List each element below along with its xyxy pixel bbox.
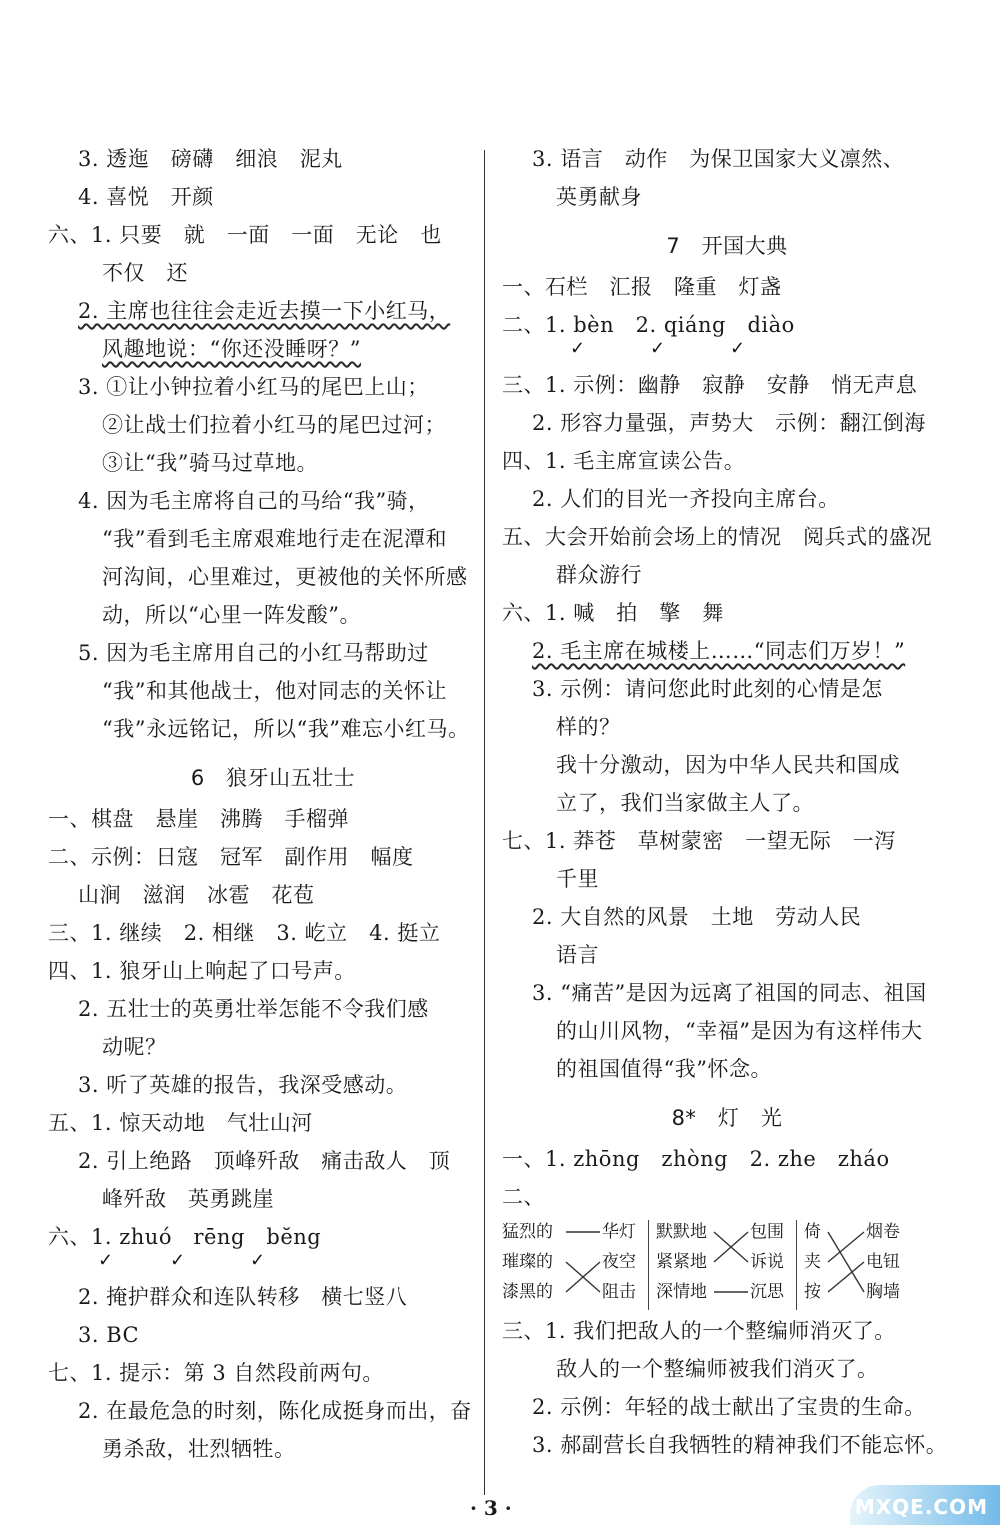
answer-line bbox=[502, 140, 952, 178]
right-column bbox=[502, 140, 952, 1464]
answer-line bbox=[48, 482, 498, 520]
answer-text: 4. 喜悦 开颜 bbox=[78, 185, 214, 209]
answer-line bbox=[48, 800, 498, 838]
answer-line bbox=[502, 178, 952, 216]
match-right-word: 阻击 bbox=[602, 1282, 636, 1302]
answer-line bbox=[502, 1312, 952, 1350]
answer-text: 二、 bbox=[502, 1185, 545, 1209]
answer-text: 七、1. 提示：第 3 自然段前两句。 bbox=[48, 1361, 384, 1385]
answer-line bbox=[48, 140, 498, 178]
match-left-word: 深情地 bbox=[656, 1282, 707, 1302]
answer-text: 三、1. 我们把敌人的一个整编师消灭了。 bbox=[502, 1319, 896, 1343]
answer-line bbox=[502, 936, 952, 974]
answer-line bbox=[502, 1140, 952, 1178]
answer-text: “我”永远铭记，所以“我”难忘小红马。 bbox=[102, 717, 470, 741]
answer-line bbox=[502, 1012, 952, 1050]
answer-line bbox=[502, 404, 952, 442]
answer-text: 五、大会开始前会场上的情况 阅兵式的盛况 bbox=[502, 525, 932, 549]
answer-line bbox=[48, 596, 498, 634]
answer-text: 千里 bbox=[556, 867, 599, 891]
answer-text: 2. 大自然的风景 土地 劳动人民 bbox=[532, 905, 862, 929]
pinyin-check-marks bbox=[502, 338, 952, 366]
answer-line bbox=[502, 556, 952, 594]
match-connector-line bbox=[828, 1262, 864, 1292]
match-right-word: 胸墙 bbox=[866, 1282, 900, 1302]
answer-line bbox=[502, 860, 952, 898]
section-title bbox=[48, 748, 498, 800]
answer-text: 不仅 还 bbox=[102, 261, 188, 285]
match-right-word: 华灯 bbox=[602, 1222, 636, 1242]
answer-text: 立了，我们当家做主人了。 bbox=[556, 791, 814, 815]
match-right-word: 烟卷 bbox=[866, 1222, 900, 1242]
answer-text: 一、石栏 汇报 隆重 灯盏 bbox=[502, 275, 782, 299]
check-mark-icon: ✓ bbox=[730, 338, 746, 359]
match-connector-line bbox=[828, 1232, 864, 1262]
answer-line bbox=[502, 1050, 952, 1088]
check-mark-icon: ✓ bbox=[650, 338, 666, 359]
answer-text: 动，所以“心里一阵发酸”。 bbox=[102, 603, 361, 627]
answer-line bbox=[48, 1104, 498, 1142]
answer-text: 2. 人们的目光一齐投向主席台。 bbox=[532, 487, 840, 511]
answer-text: 3. 语言 动作 为保卫国家大义凛然、 bbox=[532, 147, 905, 171]
answer-text: 河沟间，心里难过，更被他的关怀所感 bbox=[102, 565, 468, 589]
answer-text: 我十分激动，因为中华人民共和国成 bbox=[556, 753, 900, 777]
answer-line bbox=[48, 330, 498, 368]
answer-text: 山涧 滋润 冰雹 花苞 bbox=[78, 883, 315, 907]
answer-text: 六、1. 只要 就 一面 一面 无论 也 bbox=[48, 223, 442, 247]
check-mark-icon: ✓ bbox=[170, 1250, 186, 1271]
answer-text: 3. 透迤 磅礴 细浪 泥丸 bbox=[78, 147, 343, 171]
answer-text: 敌人的一个整编师被我们消灭了。 bbox=[556, 1357, 879, 1381]
answer-text: 2. 五壮士的英勇壮举怎能不令我们感 bbox=[78, 997, 429, 1021]
answer-line bbox=[502, 708, 952, 746]
answer-line bbox=[48, 1316, 498, 1354]
answer-text: 三、1. 继续 2. 相继 3. 屹立 4. 挺立 bbox=[48, 921, 441, 945]
answer-text: “我”看到毛主席艰难地行走在泥潭和 bbox=[102, 527, 447, 551]
answer-line bbox=[48, 292, 498, 330]
watermark-logo bbox=[850, 1485, 1000, 1525]
match-right-word: 诉说 bbox=[750, 1252, 784, 1272]
answer-text: 的祖国值得“我”怀念。 bbox=[556, 1057, 772, 1081]
answer-line bbox=[502, 1426, 952, 1464]
answer-line bbox=[48, 952, 498, 990]
answer-text: 3. 示例：请问您此时此刻的心情是怎 bbox=[532, 677, 883, 701]
answer-line bbox=[502, 1350, 952, 1388]
matching-lines bbox=[502, 1218, 922, 1312]
answer-line bbox=[502, 442, 952, 480]
answer-line bbox=[502, 366, 952, 404]
answer-line bbox=[502, 1178, 952, 1216]
answer-line bbox=[48, 990, 498, 1028]
word-matching-exercise bbox=[502, 1218, 952, 1312]
answer-line bbox=[48, 838, 498, 876]
match-right-word: 电钮 bbox=[866, 1252, 900, 1272]
match-right-word: 沉思 bbox=[750, 1282, 784, 1302]
answer-line bbox=[48, 914, 498, 952]
answer-line bbox=[502, 480, 952, 518]
answer-line bbox=[48, 444, 498, 482]
answer-line bbox=[48, 1392, 498, 1430]
answer-line bbox=[502, 974, 952, 1012]
answer-line bbox=[48, 178, 498, 216]
answer-line bbox=[48, 1028, 498, 1066]
section-title-text: 8* 灯 光 bbox=[671, 1106, 783, 1130]
answer-text: 群众游行 bbox=[556, 563, 642, 587]
match-left-word: 默默地 bbox=[656, 1222, 707, 1242]
match-left-word: 璀璨的 bbox=[502, 1252, 553, 1272]
page-number: · 3 · bbox=[470, 1496, 512, 1520]
answer-text: 四、1. 狼牙山上响起了口号声。 bbox=[48, 959, 356, 983]
answer-line bbox=[502, 784, 952, 822]
answer-text: 语言 bbox=[556, 943, 599, 967]
match-right-word: 包围 bbox=[750, 1222, 784, 1242]
section-title bbox=[502, 216, 952, 268]
answer-text: 勇杀敌，壮烈牺牲。 bbox=[102, 1437, 296, 1461]
match-left-word: 按 bbox=[804, 1282, 821, 1302]
answer-line bbox=[502, 518, 952, 556]
answer-line bbox=[48, 558, 498, 596]
answer-text: 风趣地说：“你还没睡呀？” bbox=[102, 337, 361, 361]
answer-text: 2. 毛主席在城楼上……“同志们万岁！” bbox=[532, 639, 906, 663]
answer-line bbox=[48, 672, 498, 710]
answer-text: 三、1. 示例：幽静 寂静 安静 悄无声息 bbox=[502, 373, 918, 397]
answer-text: 3. 郝副营长自我牺牲的精神我们不能忘怀。 bbox=[532, 1433, 948, 1457]
answer-text: 六、1. zhuó rēng bĕng bbox=[48, 1225, 322, 1249]
answer-line bbox=[502, 898, 952, 936]
answer-line bbox=[502, 670, 952, 708]
answer-text: 二、示例：日寇 冠军 副作用 幅度 bbox=[48, 845, 414, 869]
answer-text: 4. 因为毛主席将自己的马给“我”骑， bbox=[78, 489, 430, 513]
answer-line bbox=[48, 1142, 498, 1180]
answer-line bbox=[48, 1066, 498, 1104]
answer-line bbox=[48, 520, 498, 558]
answer-text: ③让“我”骑马过草地。 bbox=[102, 451, 318, 475]
section-title bbox=[502, 1088, 952, 1140]
section-title-text: 6 狼牙山五壮士 bbox=[190, 766, 356, 790]
check-mark-icon: ✓ bbox=[570, 338, 586, 359]
answer-text: 2. 在最危急的时刻，陈化成挺身而出，奋 bbox=[78, 1399, 472, 1423]
answer-line bbox=[48, 634, 498, 672]
check-mark-icon: ✓ bbox=[250, 1250, 266, 1271]
answer-line bbox=[48, 1218, 498, 1256]
answer-text: 2. 示例：年轻的战士献出了宝贵的生命。 bbox=[532, 1395, 926, 1419]
section-title-text: 7 开国大典 bbox=[666, 234, 788, 258]
match-left-word: 紧紧地 bbox=[656, 1252, 707, 1272]
answer-text: 的山川风物，“幸福”是因为有这样伟大 bbox=[556, 1019, 923, 1043]
answer-text: 样的？ bbox=[556, 715, 621, 739]
answer-line bbox=[48, 876, 498, 914]
answer-line bbox=[502, 822, 952, 860]
answer-line bbox=[48, 1278, 498, 1316]
answer-line bbox=[502, 632, 952, 670]
answer-text: 2. 主席也往往会走近去摸一下小红马， bbox=[78, 299, 451, 323]
answer-line bbox=[48, 216, 498, 254]
answer-text: 峰歼敌 英勇跳崖 bbox=[102, 1187, 274, 1211]
column-divider bbox=[484, 150, 485, 1495]
answer-line bbox=[48, 1354, 498, 1392]
answer-text: 3. 听了英雄的报告，我深受感动。 bbox=[78, 1073, 408, 1097]
answer-text: “我”和其他战士，他对同志的关怀让 bbox=[102, 679, 447, 703]
answer-text: 动呢？ bbox=[102, 1035, 167, 1059]
left-column bbox=[48, 140, 498, 1468]
answer-line bbox=[48, 710, 498, 748]
match-connector-line bbox=[828, 1232, 864, 1292]
match-right-word: 夜空 bbox=[602, 1252, 636, 1272]
answer-text: 3. ①让小钟拉着小红马的尾巴上山； bbox=[78, 375, 429, 399]
answer-text: 2. 形容力量强，声势大 示例：翻江倒海 bbox=[532, 411, 926, 435]
answer-line bbox=[502, 594, 952, 632]
answer-text: 3. BC bbox=[78, 1323, 140, 1347]
match-left-word: 漆黑的 bbox=[502, 1282, 553, 1302]
answer-line bbox=[502, 746, 952, 784]
answer-text: 2. 掩护群众和连队转移 横七竖八 bbox=[78, 1285, 408, 1309]
answer-text: 英勇献身 bbox=[556, 185, 642, 209]
answer-line bbox=[48, 1180, 498, 1218]
answer-line bbox=[48, 368, 498, 406]
answer-line bbox=[48, 1430, 498, 1468]
match-left-word: 猛烈的 bbox=[502, 1222, 553, 1242]
answer-text: 六、1. 喊 拍 擎 舞 bbox=[502, 601, 724, 625]
watermark-text: MXQE.COM bbox=[854, 1495, 988, 1519]
match-left-word: 倚 bbox=[804, 1222, 821, 1242]
answer-line bbox=[48, 406, 498, 444]
answer-text: 四、1. 毛主席宣读公告。 bbox=[502, 449, 746, 473]
answer-line bbox=[48, 254, 498, 292]
answer-line bbox=[502, 268, 952, 306]
answer-text: ②让战士们拉着小红马的尾巴过河； bbox=[102, 413, 446, 437]
answer-text: 5. 因为毛主席用自己的小红马帮助过 bbox=[78, 641, 429, 665]
answer-line bbox=[502, 1388, 952, 1426]
answer-text: 五、1. 惊天动地 气壮山河 bbox=[48, 1111, 313, 1135]
answer-text: 一、棋盘 悬崖 沸腾 手榴弹 bbox=[48, 807, 349, 831]
pinyin-check-marks bbox=[48, 1250, 498, 1278]
answer-text: 2. 引上绝路 顶峰歼敌 痛击敌人 顶 bbox=[78, 1149, 451, 1173]
answer-text: 3. “痛苦”是因为远离了祖国的同志、祖国 bbox=[532, 981, 927, 1005]
match-left-word: 夹 bbox=[804, 1252, 821, 1272]
answer-text: 一、1. zhōng zhòng 2. zhe zháo bbox=[502, 1147, 890, 1171]
answer-text: 二、1. bèn 2. qiáng diào bbox=[502, 313, 795, 337]
answer-text: 七、1. 莽苍 草树蒙密 一望无际 一泻 bbox=[502, 829, 896, 853]
check-mark-icon: ✓ bbox=[98, 1250, 114, 1271]
